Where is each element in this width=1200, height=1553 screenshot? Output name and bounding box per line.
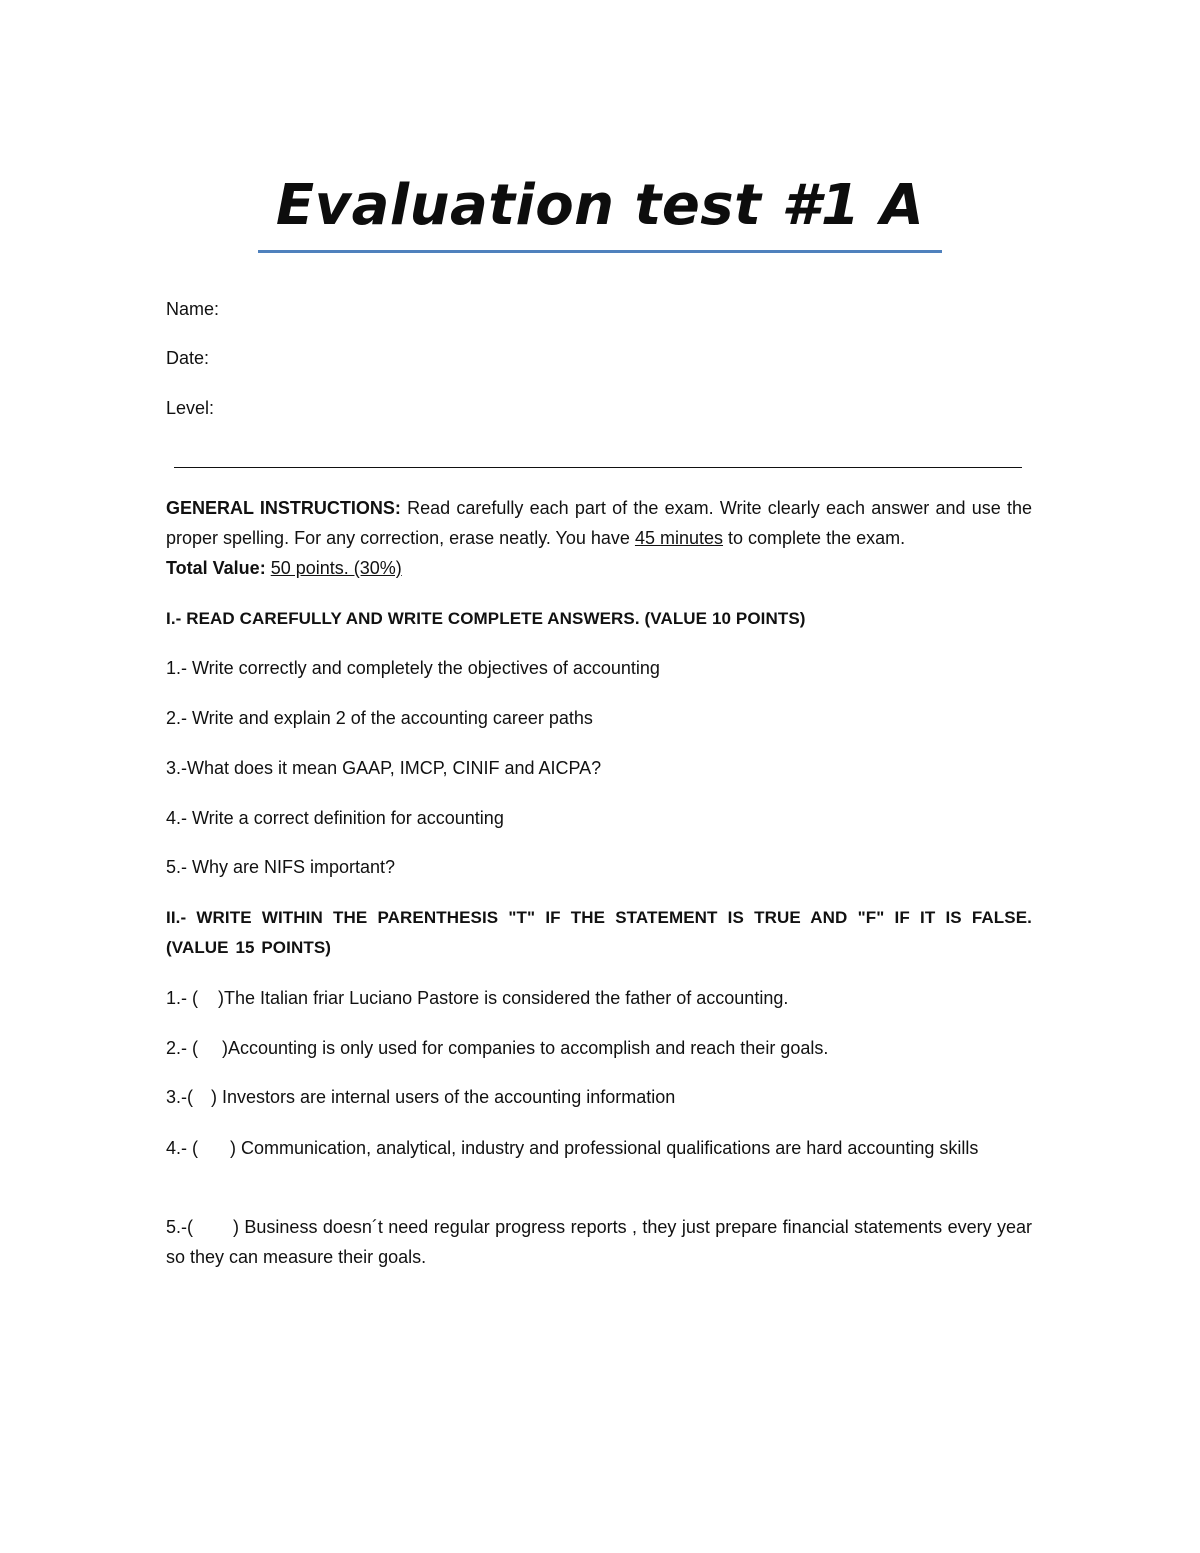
- level-field-label: Level:: [166, 398, 215, 418]
- true-false-item: [166, 1212, 1032, 1272]
- general-instructions: [166, 493, 1032, 583]
- item-paren-close: ): [233, 1217, 239, 1237]
- item-statement: Accounting is only used for companies to accomplish and reach their goals.: [228, 1038, 829, 1058]
- item-statement: Investors are internal users of the accounting information: [217, 1087, 676, 1107]
- item-number: 2.- (: [166, 1038, 199, 1058]
- page-title: Evaluation test #1 A: [275, 173, 925, 238]
- total-value: 50 points. (30%): [270, 558, 402, 578]
- true-false-item: [166, 1033, 1032, 1063]
- item-paren-close: ): [218, 988, 225, 1008]
- item-number: 4.- (: [166, 1138, 199, 1158]
- item-statement: Communication, analytical, industry and professional qualifications are hard accounting skills: [236, 1138, 979, 1158]
- item-paren-close: ): [222, 1038, 229, 1058]
- total-value-label: Total Value:: [166, 558, 266, 578]
- section-1-question: 5.- Why are NIFS important?: [166, 857, 396, 877]
- item-number: 3.-(: [166, 1087, 193, 1107]
- section-1-question: 2.- Write and explain 2 of the accounting career paths: [166, 708, 593, 728]
- section-1-question: 1.- Write correctly and completely the objectives of accounting: [166, 658, 660, 678]
- item-paren-close: ): [230, 1138, 237, 1158]
- item-statement: The Italian friar Luciano Pastore is considered the father of accounting.: [224, 988, 789, 1008]
- title-underline: [258, 250, 942, 253]
- true-false-item: [166, 983, 1032, 1013]
- name-field-label: Name:: [166, 299, 220, 319]
- separator-line: [174, 467, 1022, 468]
- section-1-question: 3.-What does it mean GAAP, IMCP, CINIF and AICPA?: [166, 758, 602, 778]
- item-number: 1.- (: [166, 988, 199, 1008]
- true-false-item: [166, 1082, 1032, 1112]
- instructions-label: GENERAL INSTRUCTIONS:: [166, 498, 401, 518]
- true-false-item: [166, 1133, 1032, 1163]
- exam-time: 45 minutes: [634, 528, 724, 548]
- instructions-text-2: to complete the exam.: [723, 528, 906, 548]
- item-number: 5.-(: [166, 1217, 193, 1237]
- instructions-text-1: Read carefully each part of the exam. Write clearly each answer and use the proper spelling. For any correction, erase neatly. You have: [166, 498, 1032, 548]
- item-paren-close: ): [211, 1087, 217, 1107]
- date-field-label: Date:: [166, 348, 210, 368]
- section-2-heading: II.- WRITE WITHIN THE PARENTHESIS "T" IF THE STATEMENT IS TRUE AND "F" IF IT IS FALSE. (VALUE 15 POINTS): [166, 908, 1032, 957]
- section-1-heading: I.- READ CAREFULLY AND WRITE COMPLETE ANSWERS. (VALUE 10 POINTS): [166, 609, 806, 628]
- section-1-question: 4.- Write a correct definition for accounting: [166, 808, 504, 828]
- item-statement: Business doesn´t need regular progress reports , they just prepare financial statements every year so they can measure their goals.: [166, 1217, 1032, 1267]
